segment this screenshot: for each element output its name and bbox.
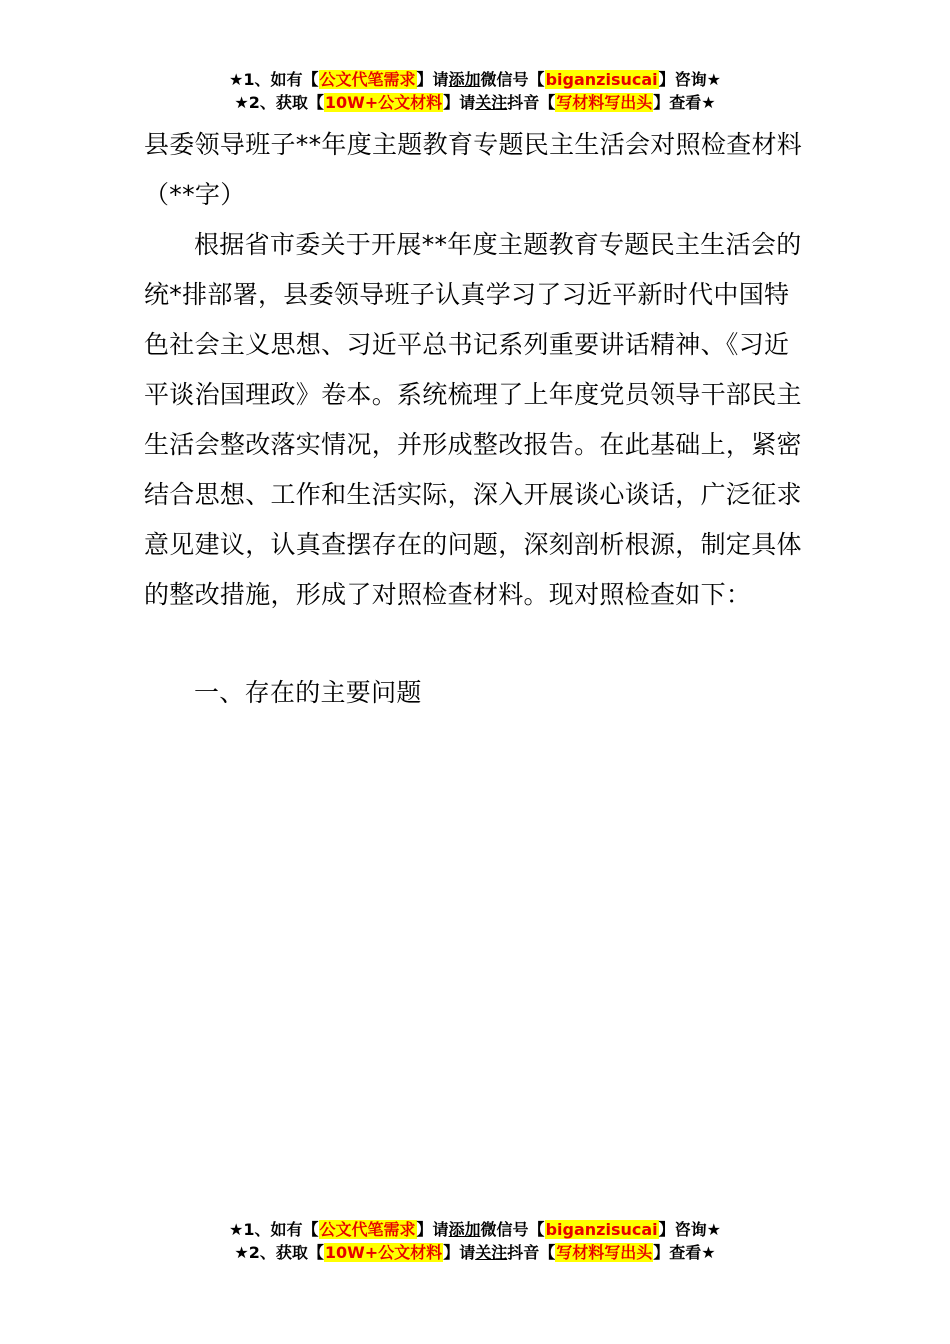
banner-prefix: ★1、如有【 <box>229 1220 319 1239</box>
document-title: 县委领导班子**年度主题教育专题民主生活会对照检查材料（**字） <box>144 130 803 209</box>
section-heading: 一、存在的主要问题 <box>194 678 422 707</box>
banner-highlight: 10W+公文材料 <box>324 1243 443 1262</box>
banner-underline: 关注 <box>475 1243 508 1262</box>
banner-suffix: 】查看★ <box>653 1243 716 1262</box>
banner-douyin-id: 写材料写出头 <box>556 1243 653 1262</box>
banner-suffix: 】查看★ <box>653 93 716 112</box>
banner-text: 】请 <box>443 93 476 112</box>
document-paragraph: 根据省市委关于开展**年度主题教育专题民主生活会的统*排部署，县委领导班子认真学习了习近平新时代中国特色社会主义思想、习近平总书记系列重要讲话精神、《习近平谈治国理政》卷本。系统梳理了上年度党员领导干部民主生活会整改落实情况，并形成整改报告。在此基础上，紧密结合思想、工作和生活实际，深入开展谈心谈话，广泛征求意见建议，认真查摆存在的问题，深刻剖析根源，制定具体的整改措施，形成了对照检查材料。现对照检查如下： <box>144 230 802 609</box>
banner-highlight: 10W+公文材料 <box>324 93 443 112</box>
banner-text: 微信号【 <box>480 1220 545 1239</box>
banner-underline: 添加 <box>448 1220 481 1239</box>
banner-prefix: ★1、如有【 <box>229 70 319 89</box>
banner-highlight: 公文代笔需求 <box>319 70 416 89</box>
banner-line-2 <box>0 91 950 114</box>
banner-underline: 添加 <box>448 70 481 89</box>
banner-text: 微信号【 <box>480 70 545 89</box>
banner-line-2 <box>0 1241 950 1264</box>
banner-wechat-id: biganzisucai <box>545 70 658 89</box>
header-banner <box>0 68 950 114</box>
banner-text: 抖音【 <box>507 93 556 112</box>
banner-text: 抖音【 <box>507 1243 556 1262</box>
banner-suffix: 】咨询★ <box>658 1220 721 1239</box>
banner-text: 】请 <box>443 1243 476 1262</box>
banner-prefix: ★2、获取【 <box>234 1243 324 1262</box>
banner-line-1 <box>0 1218 950 1241</box>
banner-underline: 关注 <box>475 93 508 112</box>
banner-text: 】请 <box>416 1220 449 1239</box>
footer-banner <box>0 1218 950 1264</box>
banner-douyin-id: 写材料写出头 <box>556 93 653 112</box>
banner-highlight: 公文代笔需求 <box>319 1220 416 1239</box>
banner-line-1 <box>0 68 950 91</box>
banner-wechat-id: biganzisucai <box>545 1220 658 1239</box>
banner-text: 】请 <box>416 70 449 89</box>
banner-prefix: ★2、获取【 <box>234 93 324 112</box>
banner-suffix: 】咨询★ <box>658 70 721 89</box>
